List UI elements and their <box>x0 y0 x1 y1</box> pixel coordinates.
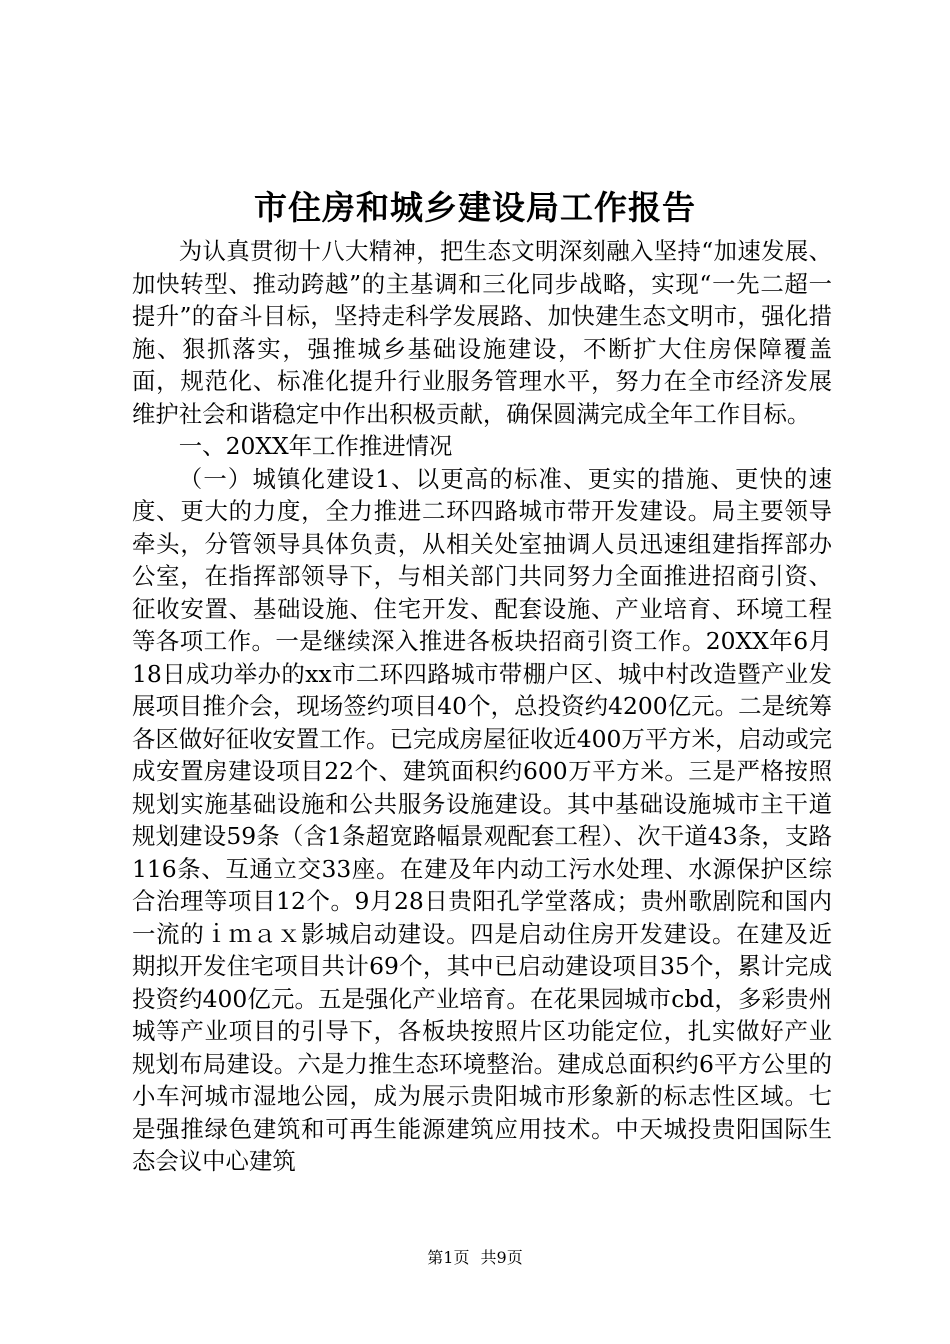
section-heading: 一、20XX年工作推进情况 <box>178 432 453 460</box>
document-body <box>132 235 832 1178</box>
document-title: 市住房和城乡建设局工作报告 <box>254 188 696 227</box>
page-footer <box>0 1248 950 1268</box>
page-total: 共9页 <box>480 1248 523 1267</box>
page-number: 第1页 <box>427 1248 470 1267</box>
body-paragraph: （一）城镇化建设1、以更高的标准、更实的措施、更快的速度、更大的力度，全力推进二环四路城市带开发建设。局主要领导牵头，分管领导具体负责，从相关处室抽调人员迅速组建指挥部办公室，在指挥部领导下，与相关部门共同努力全面推进招商引资、征收安置、基础设施、住宅开发、配套设施、产业培育、环境工程等各项工作。一是继续深入推进各板块招商引资工作。20XX年6月18日成功举办的xx市二环四路城市带棚户区、城中村改造暨产业发展项目推介会，现场签约项目40个，总投资约4200亿元。二是统筹各区做好征收安置工作。已完成房屋征收近400万平方米，启动或完成安置房建设项目22个、建筑面积约600万平方米。三是严格按照规划实施基础设施和公共服务设施建设。其中基础设施城市主干道规划建设59条（含1条超宽路幅景观配套工程）、次干道43条，支路116条、互通立交33座。在建及年内动工污水处理、水源保护区综合治理等项目12个。9月28日贵阳孔学堂落成；贵州歌剧院和国内一流的ｉｍａｘ影城启动建设。四是启动住房开发建设。在建及近期拟开发住宅项目共计69个，其中已启动建设项目35个，累计完成投资约400亿元。五是强化产业培育。在花果园城市cbd，多彩贵州城等产业项目的引导下，各板块按照片区功能定位，扎实做好产业规划布局建设。六是力推生态环境整治。建成总面积约6平方公里的小车河城市湿地公园，成为展示贵阳城市形象新的标志性区域。七是强推绿色建筑和可再生能源建筑应用技术。中天城投贵阳国际生态会议中心建筑 <box>132 464 832 1175</box>
intro-paragraph: 为认真贯彻十八大精神，把生态文明深刻融入坚持“加速发展、加快转型、推动跨越”的主基调和三化同步战略，实现“一先二超一提升”的奋斗目标，坚持走科学发展路、加快建生态文明市，强化措施、狠抓落实，强推城乡基础设施建设，不断扩大住房保障覆盖面，规范化、标准化提升行业服务管理水平，努力在全市经济发展维护社会和谐稳定中作出积极贡献，确保圆满完成全年工作目标。 <box>132 237 832 428</box>
